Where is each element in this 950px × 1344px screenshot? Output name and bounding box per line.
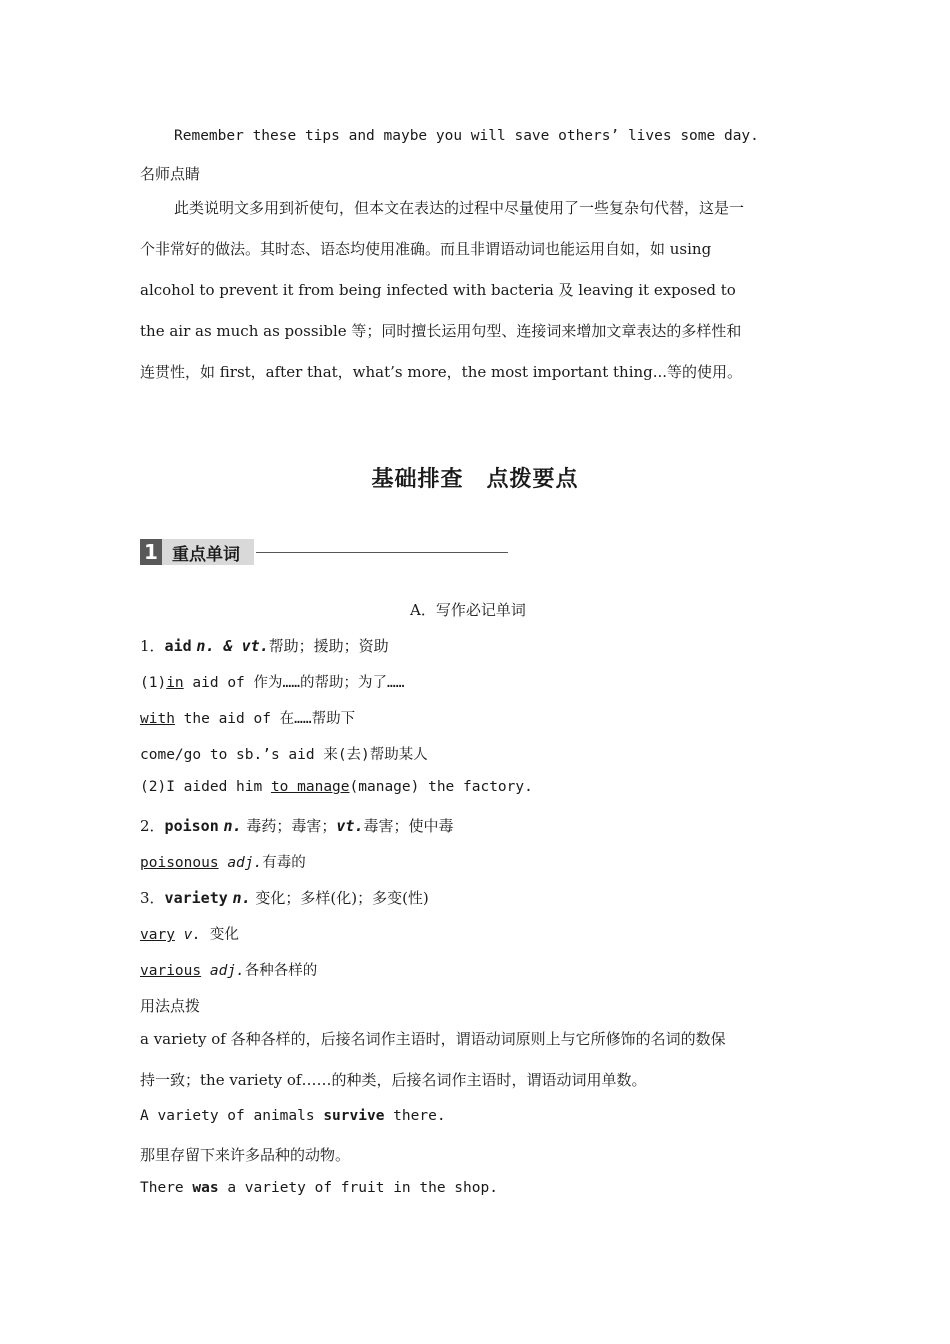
variety-derived-1 [140, 923, 239, 944]
comment-line: the air as much as possible 等；同时擅长运用句型、连接词来增加文章表达的多样性和 [140, 322, 742, 340]
comment-line: 个非常好的做法。其时态、语态均使用准确。而且非谓语动词也能运用自如，如 using [140, 240, 712, 258]
aid-sentence [140, 779, 533, 795]
teacher-comment [140, 188, 812, 393]
entry-aid-heading [140, 635, 389, 656]
part-of-speech: n. [232, 889, 251, 907]
answer-blank: in [166, 675, 184, 691]
entry-word: poison [164, 817, 219, 835]
aid-phrase-1 [140, 671, 404, 692]
sentence-text: (manage) the factory. [349, 779, 533, 795]
answer-blank: various [140, 963, 202, 979]
comment-line: 此类说明文多用到祈使句，但本文在表达的过程中尽量使用了一些复杂句代替，这是一 [174, 199, 745, 217]
entry-meaning: 各种各样的 [244, 963, 318, 979]
entry-meaning: 有毒的 [262, 855, 306, 871]
example-text: a variety of fruit in the shop. [218, 1180, 498, 1196]
part-of-speech: adj. [227, 855, 263, 871]
part-of-speech: vt. [336, 817, 364, 835]
example-text: There [140, 1180, 193, 1196]
part-of-speech: n. & vt. [196, 637, 269, 655]
key-words-header [140, 539, 508, 565]
entry-meaning: 毒害；使中毒 [363, 817, 454, 835]
entry-variety-heading [140, 887, 429, 908]
part-of-speech: n. [223, 817, 242, 835]
example-keyword: survive [323, 1108, 385, 1124]
subsection-title: A．写作必记单词 [410, 601, 526, 619]
aid-phrase-3: come/go to sb.’s aid 来(去)帮助某人 [140, 747, 428, 763]
example-text: A variety of animals [140, 1108, 324, 1124]
part-of-speech: adj. [209, 963, 245, 979]
example-1-translation: 那里存留下来许多品种的动物。 [140, 1146, 351, 1164]
entry-number: 2． [140, 817, 165, 835]
sentence-text: (2)I aided him [140, 779, 271, 795]
example-2 [140, 1180, 498, 1196]
comment-line: 连贯性，如 first，after that，what’s more，the most important thing...等的使用。 [140, 363, 743, 381]
phrase-text: aid of 作为……的帮助；为了…… [183, 675, 405, 691]
answer-blank: poisonous [140, 855, 219, 871]
entry-poison-heading [140, 815, 453, 836]
entry-word: aid [164, 637, 192, 655]
answer-blank: vary [140, 927, 175, 943]
aid-phrase-2 [140, 707, 355, 728]
item-number: (1) [140, 675, 167, 691]
poison-derived [140, 851, 306, 872]
usage-line: 持一致；the variety of……的种类，后接名词作主语时，谓语动词用单数。 [140, 1071, 647, 1089]
closing-line: Remember these tips and maybe you will save others’ lives some day. [174, 128, 759, 144]
entry-meaning: 变化 [201, 927, 239, 943]
example-1 [140, 1108, 446, 1124]
header-rule [256, 552, 508, 553]
usage-label: 用法点拨 [140, 997, 201, 1015]
entry-meaning: 毒药；毒害； [241, 817, 337, 835]
part-of-speech: v. [183, 927, 202, 943]
teacher-comment-label: 名师点睛 [140, 165, 201, 183]
entry-number: 3． [140, 889, 165, 907]
example-keyword: was [192, 1180, 219, 1196]
entry-meaning: 帮助；援助；资助 [268, 637, 389, 655]
entry-number: 1． [140, 637, 165, 655]
usage-line: a variety of 各种各样的，后接名词作主语时，谓语动词原则上与它所修饰的名词的数保 [140, 1030, 726, 1048]
entry-word: variety [164, 889, 228, 907]
answer-blank: with [140, 711, 175, 727]
comment-line: alcohol to prevent it from being infected with bacteria 及 leaving it exposed to [140, 281, 736, 299]
section-title: 基础排查 点拨要点 [371, 467, 579, 492]
header-number: 1 [140, 539, 162, 565]
phrase-text: the aid of 在……帮助下 [174, 711, 356, 727]
variety-derived-2 [140, 959, 317, 980]
usage-note [140, 1019, 812, 1101]
example-text: there. [384, 1108, 446, 1124]
header-label: 重点单词 [162, 539, 254, 565]
entry-meaning: 变化；多样(化)；多变(性) [250, 889, 429, 907]
answer-blank: to manage [270, 779, 350, 795]
